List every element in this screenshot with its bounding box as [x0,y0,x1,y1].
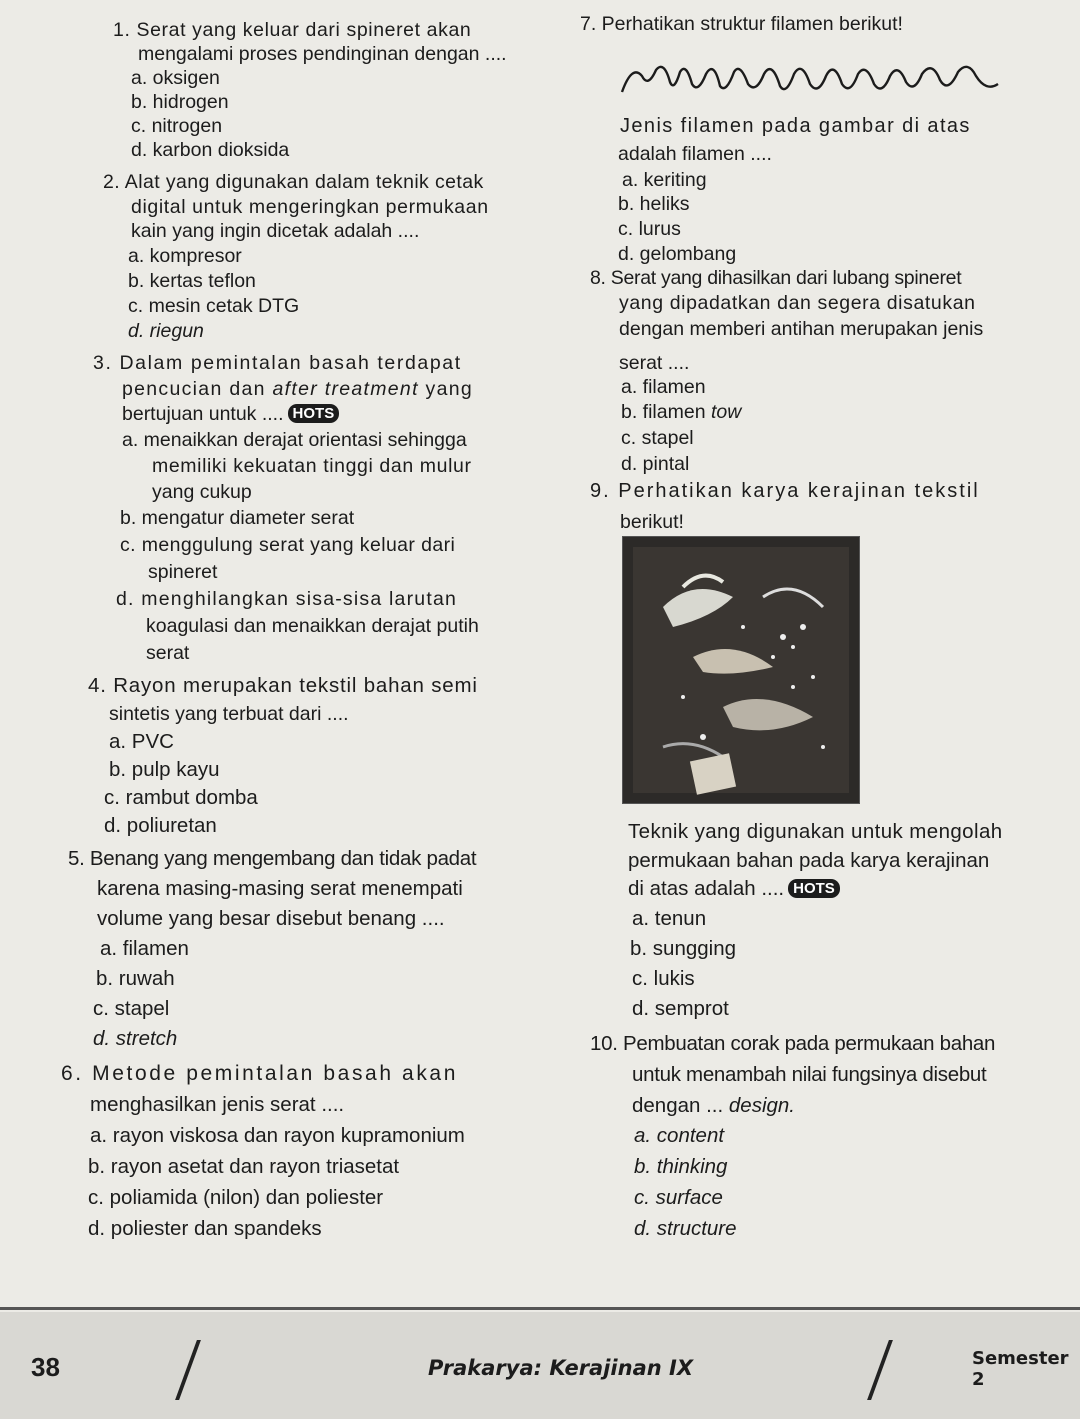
q3-option-a[interactable]: a. menaikkan derajat orientasi sehingga [122,429,467,451]
q9-stem-5: di atas adalah .... HOTS [628,877,840,901]
q6-option-b[interactable]: b. rayon asetat dan rayon triasetat [88,1155,400,1178]
q4-option-b[interactable]: b. pulp kayu [109,758,220,781]
q3-option-d[interactable]: d. menghilangkan sisa-sisa larutan [116,588,458,610]
q7-stem-2: Jenis filamen pada gambar di atas [620,115,971,137]
q8-option-d[interactable]: d. pintal [621,453,690,475]
q10-stem-2: untuk menambah nilai fungsinya disebut [632,1063,987,1086]
q8-stem-3: dengan memberi antihan merupakan jenis [619,318,984,340]
q7-stem-1: 7. Perhatikan struktur filamen berikut! [580,13,903,35]
wavy-filament-figure [620,58,1000,102]
q9-option-c[interactable]: c. lukis [632,967,695,990]
q3-option-d-3: serat [146,642,190,664]
q9-stem-1: 9. Perhatikan karya kerajinan tekstil [590,480,980,502]
q5-option-a[interactable]: a. filamen [100,937,189,960]
q2-option-c[interactable]: c. mesin cetak DTG [128,295,300,317]
q3-option-d-2: koagulasi dan menaikkan derajat putih [146,615,479,637]
q2-stem-1: 2. Alat yang digunakan dalam teknik cetak [103,171,484,193]
q3-option-a-2: memiliki kekuatan tinggi dan mulur [152,455,472,477]
q8-option-c[interactable]: c. stapel [621,427,694,449]
q1-option-a[interactable]: a. oksigen [131,67,220,89]
q3-stem-1: 3. Dalam pemintalan basah terdapat [93,352,462,374]
q5-stem-3: volume yang besar disebut benang .... [97,907,445,930]
q2-option-d[interactable]: d. riegun [128,320,204,342]
q9-stem-3: Teknik yang digunakan untuk mengolah [628,820,1003,843]
q9-stem-2: berikut! [620,511,684,533]
q7-option-c[interactable]: c. lurus [618,218,681,240]
q10-option-b[interactable]: b. thinking [634,1155,728,1178]
q9-option-a[interactable]: a. tenun [632,907,707,930]
q8-stem-4: serat .... [619,352,690,374]
hots-badge: HOTS [788,879,840,898]
q8-stem-1: 8. Serat yang dihasilkan dari lubang spineret [590,267,962,289]
q4-stem-1: 4. Rayon merupakan tekstil bahan semi [88,674,478,697]
q5-option-d[interactable]: d. stretch [93,1027,178,1050]
q1-stem-2: mengalami proses pendinginan dengan .... [138,43,507,65]
q7-option-b[interactable]: b. heliks [618,193,690,215]
q10-option-c[interactable]: c. surface [634,1186,723,1209]
q8-stem-2: yang dipadatkan dan segera disatukan [619,292,976,314]
q10-stem-1: 10. Pembuatan corak pada permukaan bahan [590,1032,996,1055]
q2-option-a[interactable]: a. kompresor [128,245,242,267]
q1-stem-1: 1. Serat yang keluar dari spineret akan [113,19,472,41]
footer-divider [0,1307,1080,1310]
q6-option-d[interactable]: d. poliester dan spandeks [88,1217,322,1240]
q10-option-d[interactable]: d. structure [634,1217,737,1240]
hots-badge: HOTS [288,404,340,423]
q4-option-c[interactable]: c. rambut domba [104,786,258,809]
q8-option-a[interactable]: a. filamen [621,376,706,398]
q1-option-b[interactable]: b. hidrogen [131,91,229,113]
q7-option-a[interactable]: a. keriting [622,169,707,191]
q6-option-a[interactable]: a. rayon viskosa dan rayon kupramonium [90,1124,465,1147]
q10-stem-3: dengan ... design. [632,1094,795,1117]
q6-stem-1: 6. Metode pemintalan basah akan [61,1062,458,1085]
q5-stem-1: 5. Benang yang mengembang dan tidak padat [68,847,477,870]
q6-option-c[interactable]: c. poliamida (nilon) dan poliester [88,1186,384,1209]
q4-option-d[interactable]: d. poliuretan [104,814,217,837]
q5-option-c[interactable]: c. stapel [93,997,170,1020]
q5-option-b[interactable]: b. ruwah [96,967,175,990]
textile-craft-photo [622,536,860,804]
page-number: 38 [31,1352,60,1382]
semester-label: Semester 2 [972,1348,1069,1390]
q5-stem-2: karena masing-masing serat menempati [97,877,463,900]
q9-option-d[interactable]: d. semprot [632,997,729,1020]
q3-option-c-2: spineret [148,561,218,583]
q6-stem-2: menghasilkan jenis serat .... [90,1093,345,1116]
q4-stem-2: sintetis yang terbuat dari .... [109,703,349,725]
q2-stem-3: kain yang ingin dicetak adalah .... [131,220,420,242]
q10-option-a[interactable]: a. content [634,1124,725,1147]
q3-option-a-3: yang cukup [152,481,252,503]
q2-stem-2: digital untuk mengeringkan permukaan [131,196,489,218]
q2-option-b[interactable]: b. kertas teflon [128,270,256,292]
q7-option-d[interactable]: d. gelombang [618,243,737,265]
q9-option-b[interactable]: b. sungging [630,937,737,960]
q4-option-a[interactable]: a. PVC [109,730,174,753]
q8-option-b[interactable]: b. filamen tow [621,401,742,423]
q9-stem-4: permukaan bahan pada karya kerajinan [628,849,990,872]
book-title: Prakarya: Kerajinan IX [428,1356,694,1380]
q7-stem-3: adalah filamen .... [618,143,772,165]
q3-option-c[interactable]: c. menggulung serat yang keluar dari [120,534,456,556]
q1-option-d[interactable]: d. karbon dioksida [131,139,290,161]
q3-stem-2: pencucian dan after treatment yang [122,378,473,400]
q3-stem-3: bertujuan untuk .... HOTS [122,402,339,426]
q1-option-c[interactable]: c. nitrogen [131,115,223,137]
q3-option-b[interactable]: b. mengatur diameter serat [120,507,355,529]
